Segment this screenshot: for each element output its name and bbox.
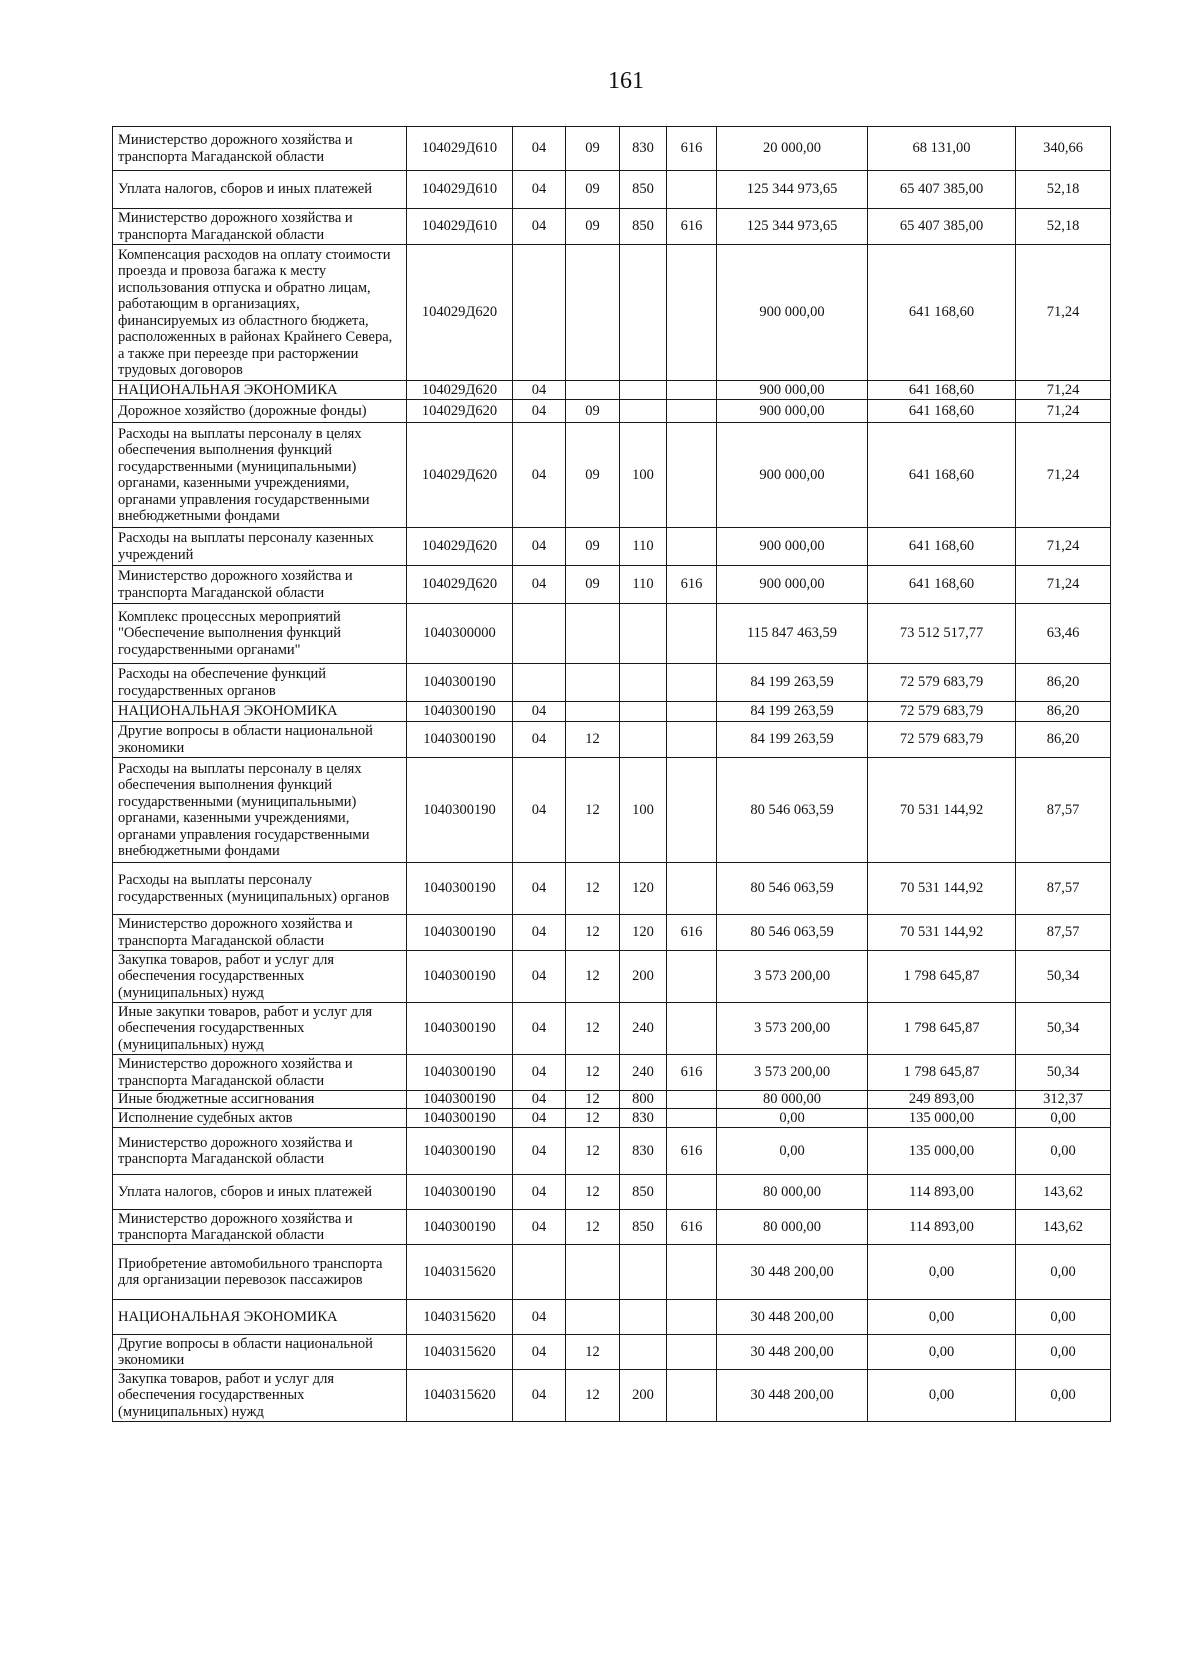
row-subsection-cell: 09 (566, 209, 620, 245)
row-actual-cell: 135 000,00 (868, 1109, 1016, 1128)
row-expense-type-cell: 110 (620, 566, 667, 604)
row-section-cell: 04 (513, 951, 566, 1003)
row-actual-cell: 641 168,60 (868, 245, 1016, 381)
row-section-cell: 04 (513, 1055, 566, 1091)
row-percent-cell: 71,24 (1016, 528, 1111, 566)
row-admin-code-cell: 616 (667, 1210, 717, 1245)
table-row (113, 1055, 1111, 1091)
row-percent-cell: 0,00 (1016, 1370, 1111, 1422)
row-section-cell: 04 (513, 1335, 566, 1370)
row-admin-code-cell: 616 (667, 1128, 717, 1175)
row-percent-cell: 71,24 (1016, 423, 1111, 528)
row-admin-code-cell (667, 664, 717, 702)
row-code-cell: 1040300190 (407, 1091, 513, 1109)
table-row (113, 127, 1111, 171)
row-admin-code-cell (667, 1245, 717, 1300)
row-section-cell (513, 245, 566, 381)
row-expense-type-cell (620, 664, 667, 702)
row-name-cell: НАЦИОНАЛЬНАЯ ЭКОНОМИКА (113, 702, 407, 722)
row-subsection-cell (566, 1300, 620, 1335)
row-code-cell: 104029Д610 (407, 127, 513, 171)
row-expense-type-cell: 100 (620, 758, 667, 863)
row-percent-cell: 50,34 (1016, 951, 1111, 1003)
row-actual-cell: 65 407 385,00 (868, 171, 1016, 209)
row-code-cell: 104029Д620 (407, 381, 513, 400)
row-expense-type-cell: 800 (620, 1091, 667, 1109)
row-percent-cell: 71,24 (1016, 566, 1111, 604)
row-percent-cell: 87,57 (1016, 863, 1111, 915)
row-admin-code-cell: 616 (667, 915, 717, 951)
table-row (113, 1003, 1111, 1055)
row-subsection-cell (566, 702, 620, 722)
row-name-cell: Министерство дорожного хозяйства и транспорта Магаданской области (113, 566, 407, 604)
table-row (113, 528, 1111, 566)
row-subsection-cell: 12 (566, 863, 620, 915)
row-admin-code-cell: 616 (667, 566, 717, 604)
row-section-cell: 04 (513, 702, 566, 722)
row-section-cell: 04 (513, 1175, 566, 1210)
row-code-cell: 1040300190 (407, 702, 513, 722)
table-row (113, 1370, 1111, 1422)
row-plan-cell: 125 344 973,65 (717, 209, 868, 245)
row-subsection-cell: 12 (566, 1055, 620, 1091)
row-plan-cell: 3 573 200,00 (717, 1003, 868, 1055)
row-expense-type-cell: 200 (620, 1370, 667, 1422)
row-name-cell: Комплекс процессных мероприятий "Обеспечение выполнения функций государственными органами" (113, 604, 407, 664)
row-code-cell: 1040300190 (407, 1055, 513, 1091)
row-name-cell: Министерство дорожного хозяйства и транспорта Магаданской области (113, 209, 407, 245)
row-actual-cell: 68 131,00 (868, 127, 1016, 171)
row-subsection-cell: 12 (566, 1091, 620, 1109)
row-section-cell (513, 604, 566, 664)
row-admin-code-cell (667, 1300, 717, 1335)
row-admin-code-cell (667, 245, 717, 381)
row-code-cell: 1040315620 (407, 1245, 513, 1300)
row-plan-cell: 115 847 463,59 (717, 604, 868, 664)
row-subsection-cell (566, 604, 620, 664)
row-percent-cell: 0,00 (1016, 1109, 1111, 1128)
row-subsection-cell: 12 (566, 1109, 620, 1128)
row-name-cell: Исполнение судебных актов (113, 1109, 407, 1128)
row-actual-cell: 114 893,00 (868, 1175, 1016, 1210)
row-subsection-cell (566, 381, 620, 400)
table-row (113, 722, 1111, 758)
row-expense-type-cell: 830 (620, 127, 667, 171)
row-percent-cell: 71,24 (1016, 381, 1111, 400)
row-code-cell: 1040300190 (407, 915, 513, 951)
row-name-cell: Уплата налогов, сборов и иных платежей (113, 171, 407, 209)
table-row (113, 1128, 1111, 1175)
row-admin-code-cell (667, 758, 717, 863)
row-section-cell: 04 (513, 127, 566, 171)
row-name-cell: НАЦИОНАЛЬНАЯ ЭКОНОМИКА (113, 381, 407, 400)
row-percent-cell: 52,18 (1016, 171, 1111, 209)
table-row (113, 566, 1111, 604)
row-section-cell: 04 (513, 1300, 566, 1335)
row-code-cell: 1040300190 (407, 1003, 513, 1055)
row-admin-code-cell (667, 1091, 717, 1109)
row-actual-cell: 0,00 (868, 1370, 1016, 1422)
row-plan-cell: 80 000,00 (717, 1210, 868, 1245)
row-subsection-cell: 12 (566, 722, 620, 758)
table-row (113, 245, 1111, 381)
row-name-cell: НАЦИОНАЛЬНАЯ ЭКОНОМИКА (113, 1300, 407, 1335)
row-expense-type-cell (620, 245, 667, 381)
row-subsection-cell: 12 (566, 1370, 620, 1422)
row-name-cell: Уплата налогов, сборов и иных платежей (113, 1175, 407, 1210)
row-actual-cell: 1 798 645,87 (868, 1055, 1016, 1091)
table-row (113, 915, 1111, 951)
row-code-cell: 1040300000 (407, 604, 513, 664)
row-section-cell: 04 (513, 863, 566, 915)
row-section-cell: 04 (513, 722, 566, 758)
row-code-cell: 104029Д620 (407, 566, 513, 604)
row-admin-code-cell (667, 171, 717, 209)
row-actual-cell: 641 168,60 (868, 423, 1016, 528)
row-plan-cell: 30 448 200,00 (717, 1335, 868, 1370)
row-name-cell: Расходы на выплаты персоналу в целях обеспечения выполнения функций государственными (муниципальными) органами, казенными учреждениями, органами управления государственными внебюджетными фондами (113, 423, 407, 528)
row-plan-cell: 80 546 063,59 (717, 863, 868, 915)
row-expense-type-cell: 830 (620, 1109, 667, 1128)
table-row (113, 1175, 1111, 1210)
row-subsection-cell: 09 (566, 400, 620, 423)
table-row (113, 171, 1111, 209)
row-subsection-cell: 12 (566, 951, 620, 1003)
row-plan-cell: 80 000,00 (717, 1091, 868, 1109)
row-actual-cell: 70 531 144,92 (868, 758, 1016, 863)
row-expense-type-cell: 110 (620, 528, 667, 566)
table-row (113, 1210, 1111, 1245)
row-code-cell: 1040300190 (407, 1109, 513, 1128)
row-admin-code-cell (667, 1370, 717, 1422)
row-admin-code-cell (667, 381, 717, 400)
row-expense-type-cell: 850 (620, 209, 667, 245)
row-section-cell: 04 (513, 1091, 566, 1109)
row-plan-cell: 84 199 263,59 (717, 664, 868, 702)
row-admin-code-cell (667, 604, 717, 664)
table-row (113, 863, 1111, 915)
row-percent-cell: 86,20 (1016, 702, 1111, 722)
row-code-cell: 1040315620 (407, 1300, 513, 1335)
row-actual-cell: 70 531 144,92 (868, 915, 1016, 951)
row-percent-cell: 0,00 (1016, 1128, 1111, 1175)
row-code-cell: 1040300190 (407, 1175, 513, 1210)
row-code-cell: 1040300190 (407, 664, 513, 702)
row-percent-cell: 71,24 (1016, 400, 1111, 423)
row-code-cell: 1040300190 (407, 863, 513, 915)
row-name-cell: Расходы на обеспечение функций государственных органов (113, 664, 407, 702)
row-actual-cell: 0,00 (868, 1245, 1016, 1300)
row-section-cell: 04 (513, 758, 566, 863)
row-percent-cell: 50,34 (1016, 1003, 1111, 1055)
table-row (113, 664, 1111, 702)
budget-table (112, 126, 1111, 1422)
row-name-cell: Иные закупки товаров, работ и услуг для обеспечения государственных (муниципальных) нужд (113, 1003, 407, 1055)
row-name-cell: Расходы на выплаты персоналу в целях обеспечения выполнения функций государственными (муниципальными) органами, казенными учреждениями, органами управления государственными внебюджетными фондами (113, 758, 407, 863)
row-admin-code-cell (667, 1109, 717, 1128)
row-code-cell: 1040300190 (407, 1210, 513, 1245)
row-admin-code-cell (667, 1335, 717, 1370)
row-section-cell: 04 (513, 400, 566, 423)
row-actual-cell: 65 407 385,00 (868, 209, 1016, 245)
row-plan-cell: 20 000,00 (717, 127, 868, 171)
row-section-cell: 04 (513, 528, 566, 566)
row-code-cell: 1040315620 (407, 1370, 513, 1422)
row-subsection-cell: 09 (566, 566, 620, 604)
row-admin-code-cell (667, 528, 717, 566)
row-section-cell: 04 (513, 915, 566, 951)
row-subsection-cell: 12 (566, 1003, 620, 1055)
row-actual-cell: 70 531 144,92 (868, 863, 1016, 915)
row-section-cell (513, 664, 566, 702)
row-percent-cell: 87,57 (1016, 758, 1111, 863)
row-name-cell: Другие вопросы в области национальной экономики (113, 722, 407, 758)
row-admin-code-cell (667, 702, 717, 722)
row-name-cell: Министерство дорожного хозяйства и транспорта Магаданской области (113, 127, 407, 171)
table-row (113, 604, 1111, 664)
row-plan-cell: 30 448 200,00 (717, 1370, 868, 1422)
row-name-cell: Иные бюджетные ассигнования (113, 1091, 407, 1109)
row-section-cell: 04 (513, 171, 566, 209)
table-row (113, 381, 1111, 400)
row-plan-cell: 0,00 (717, 1128, 868, 1175)
row-name-cell: Закупка товаров, работ и услуг для обеспечения государственных (муниципальных) нужд (113, 1370, 407, 1422)
row-code-cell: 104029Д610 (407, 171, 513, 209)
row-percent-cell: 50,34 (1016, 1055, 1111, 1091)
row-expense-type-cell (620, 1245, 667, 1300)
row-plan-cell: 80 000,00 (717, 1175, 868, 1210)
row-percent-cell: 143,62 (1016, 1210, 1111, 1245)
row-percent-cell: 71,24 (1016, 245, 1111, 381)
row-percent-cell: 0,00 (1016, 1245, 1111, 1300)
row-plan-cell: 3 573 200,00 (717, 951, 868, 1003)
row-subsection-cell (566, 1245, 620, 1300)
row-expense-type-cell: 120 (620, 863, 667, 915)
row-subsection-cell (566, 664, 620, 702)
row-subsection-cell: 09 (566, 423, 620, 528)
row-admin-code-cell (667, 863, 717, 915)
row-plan-cell: 125 344 973,65 (717, 171, 868, 209)
row-plan-cell: 900 000,00 (717, 381, 868, 400)
row-percent-cell: 86,20 (1016, 664, 1111, 702)
row-expense-type-cell: 850 (620, 1210, 667, 1245)
row-name-cell: Расходы на выплаты персоналу казенных учреждений (113, 528, 407, 566)
page-number: 161 (608, 68, 644, 94)
table-row (113, 758, 1111, 863)
row-code-cell: 1040300190 (407, 758, 513, 863)
row-subsection-cell (566, 245, 620, 381)
row-section-cell (513, 1245, 566, 1300)
row-plan-cell: 900 000,00 (717, 528, 868, 566)
row-name-cell: Другие вопросы в области национальной экономики (113, 1335, 407, 1370)
row-percent-cell: 0,00 (1016, 1300, 1111, 1335)
row-plan-cell: 3 573 200,00 (717, 1055, 868, 1091)
table-row (113, 1335, 1111, 1370)
row-plan-cell: 900 000,00 (717, 423, 868, 528)
row-plan-cell: 80 546 063,59 (717, 758, 868, 863)
row-expense-type-cell: 240 (620, 1003, 667, 1055)
row-plan-cell: 84 199 263,59 (717, 702, 868, 722)
row-expense-type-cell: 100 (620, 423, 667, 528)
row-admin-code-cell (667, 722, 717, 758)
row-actual-cell: 114 893,00 (868, 1210, 1016, 1245)
row-section-cell: 04 (513, 1003, 566, 1055)
row-admin-code-cell (667, 1003, 717, 1055)
row-percent-cell: 340,66 (1016, 127, 1111, 171)
row-code-cell: 1040300190 (407, 951, 513, 1003)
row-percent-cell: 52,18 (1016, 209, 1111, 245)
row-admin-code-cell: 616 (667, 127, 717, 171)
table-row (113, 1300, 1111, 1335)
row-actual-cell: 641 168,60 (868, 400, 1016, 423)
row-plan-cell: 900 000,00 (717, 245, 868, 381)
row-name-cell: Министерство дорожного хозяйства и транспорта Магаданской области (113, 915, 407, 951)
row-section-cell: 04 (513, 566, 566, 604)
row-expense-type-cell: 240 (620, 1055, 667, 1091)
row-expense-type-cell: 850 (620, 171, 667, 209)
row-subsection-cell: 12 (566, 758, 620, 863)
row-subsection-cell: 12 (566, 915, 620, 951)
row-name-cell: Приобретение автомобильного транспорта для организации перевозок пассажиров (113, 1245, 407, 1300)
row-admin-code-cell: 616 (667, 209, 717, 245)
table-row (113, 1109, 1111, 1128)
row-code-cell: 1040300190 (407, 722, 513, 758)
row-admin-code-cell (667, 400, 717, 423)
row-name-cell: Министерство дорожного хозяйства и транспорта Магаданской области (113, 1210, 407, 1245)
row-code-cell: 104029Д620 (407, 423, 513, 528)
row-expense-type-cell (620, 400, 667, 423)
row-actual-cell: 0,00 (868, 1300, 1016, 1335)
row-plan-cell: 0,00 (717, 1109, 868, 1128)
row-percent-cell: 0,00 (1016, 1335, 1111, 1370)
table-body (113, 127, 1111, 1422)
row-expense-type-cell (620, 381, 667, 400)
row-code-cell: 1040315620 (407, 1335, 513, 1370)
row-plan-cell: 900 000,00 (717, 566, 868, 604)
row-name-cell: Министерство дорожного хозяйства и транспорта Магаданской области (113, 1055, 407, 1091)
row-actual-cell: 0,00 (868, 1335, 1016, 1370)
row-name-cell: Министерство дорожного хозяйства и транспорта Магаданской области (113, 1128, 407, 1175)
row-percent-cell: 312,37 (1016, 1091, 1111, 1109)
row-expense-type-cell: 120 (620, 915, 667, 951)
row-section-cell: 04 (513, 381, 566, 400)
row-actual-cell: 1 798 645,87 (868, 1003, 1016, 1055)
row-section-cell: 04 (513, 423, 566, 528)
row-expense-type-cell (620, 1300, 667, 1335)
row-admin-code-cell (667, 423, 717, 528)
row-actual-cell: 641 168,60 (868, 381, 1016, 400)
row-code-cell: 1040300190 (407, 1128, 513, 1175)
row-percent-cell: 143,62 (1016, 1175, 1111, 1210)
row-admin-code-cell (667, 1175, 717, 1210)
row-expense-type-cell: 850 (620, 1175, 667, 1210)
row-percent-cell: 86,20 (1016, 722, 1111, 758)
row-subsection-cell: 12 (566, 1335, 620, 1370)
row-expense-type-cell: 830 (620, 1128, 667, 1175)
row-code-cell: 104029Д620 (407, 400, 513, 423)
row-subsection-cell: 09 (566, 528, 620, 566)
row-section-cell: 04 (513, 1128, 566, 1175)
row-code-cell: 104029Д620 (407, 528, 513, 566)
row-percent-cell: 63,46 (1016, 604, 1111, 664)
row-expense-type-cell (620, 1335, 667, 1370)
row-code-cell: 104029Д610 (407, 209, 513, 245)
row-plan-cell: 80 546 063,59 (717, 915, 868, 951)
row-section-cell: 04 (513, 1109, 566, 1128)
row-name-cell: Компенсация расходов на оплату стоимости проезда и провоза багажа к месту использования отпуска и обратно лицам, работающим в организациях, финансируемых из областного бюджета, расположенных в районах Крайнего Севера, а также при переезде при расторжении трудовых договоров (113, 245, 407, 381)
row-actual-cell: 72 579 683,79 (868, 702, 1016, 722)
row-code-cell: 104029Д620 (407, 245, 513, 381)
row-name-cell: Дорожное хозяйство (дорожные фонды) (113, 400, 407, 423)
row-actual-cell: 1 798 645,87 (868, 951, 1016, 1003)
row-section-cell: 04 (513, 1370, 566, 1422)
table-row (113, 423, 1111, 528)
table-row (113, 1091, 1111, 1109)
row-actual-cell: 641 168,60 (868, 566, 1016, 604)
row-actual-cell: 72 579 683,79 (868, 722, 1016, 758)
table-row (113, 400, 1111, 423)
row-subsection-cell: 09 (566, 127, 620, 171)
table-row (113, 209, 1111, 245)
row-name-cell: Расходы на выплаты персоналу государственных (муниципальных) органов (113, 863, 407, 915)
row-subsection-cell: 12 (566, 1128, 620, 1175)
row-name-cell: Закупка товаров, работ и услуг для обеспечения государственных (муниципальных) нужд (113, 951, 407, 1003)
row-expense-type-cell (620, 604, 667, 664)
row-actual-cell: 249 893,00 (868, 1091, 1016, 1109)
table-row (113, 1245, 1111, 1300)
row-admin-code-cell (667, 951, 717, 1003)
row-subsection-cell: 12 (566, 1210, 620, 1245)
row-section-cell: 04 (513, 209, 566, 245)
row-plan-cell: 30 448 200,00 (717, 1300, 868, 1335)
row-admin-code-cell: 616 (667, 1055, 717, 1091)
row-actual-cell: 135 000,00 (868, 1128, 1016, 1175)
row-plan-cell: 84 199 263,59 (717, 722, 868, 758)
row-actual-cell: 73 512 517,77 (868, 604, 1016, 664)
row-plan-cell: 900 000,00 (717, 400, 868, 423)
row-actual-cell: 641 168,60 (868, 528, 1016, 566)
row-subsection-cell: 09 (566, 171, 620, 209)
row-expense-type-cell (620, 702, 667, 722)
table-row (113, 951, 1111, 1003)
row-plan-cell: 30 448 200,00 (717, 1245, 868, 1300)
row-actual-cell: 72 579 683,79 (868, 664, 1016, 702)
row-expense-type-cell: 200 (620, 951, 667, 1003)
row-percent-cell: 87,57 (1016, 915, 1111, 951)
row-subsection-cell: 12 (566, 1175, 620, 1210)
table-row (113, 702, 1111, 722)
row-expense-type-cell (620, 722, 667, 758)
row-section-cell: 04 (513, 1210, 566, 1245)
